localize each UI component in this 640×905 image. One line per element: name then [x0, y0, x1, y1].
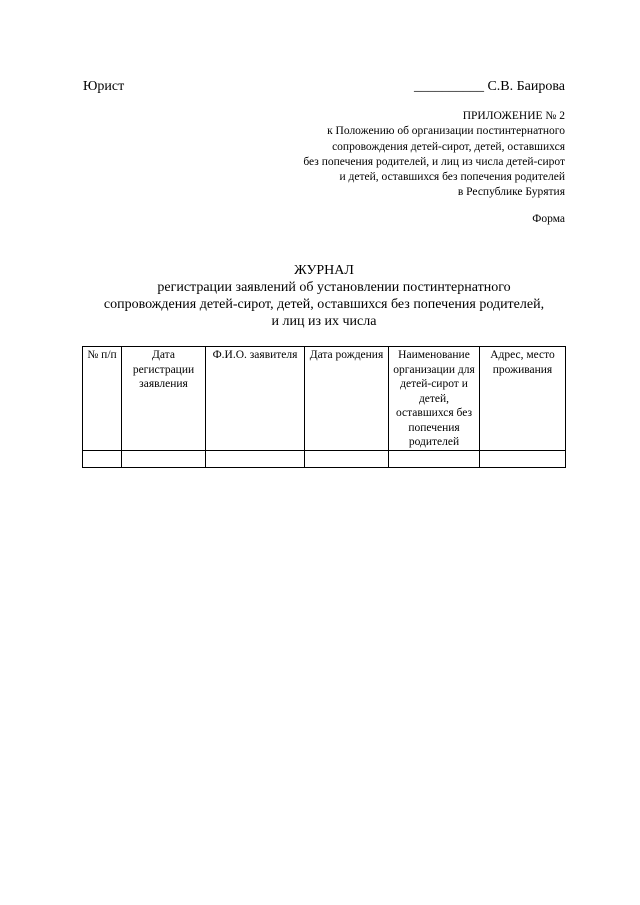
table-header-row [83, 347, 566, 451]
form-label: Форма [532, 213, 565, 225]
annex-title: ПРИЛОЖЕНИЕ № 2 [462, 110, 565, 122]
annex-line: к Положению об организации постинтернатного [327, 125, 565, 138]
column-header-organization: Наименование организации для детей-сирот и детей, оставшихся без попечения родителей [389, 347, 480, 451]
registration-table [82, 346, 566, 468]
column-header-registration-date: Дата регистрации заявления [122, 347, 206, 451]
annex-block [205, 109, 565, 201]
journal-subtitle-line: сопровождения детей-сирот, детей, оставшихся без попечения родителей, [103, 297, 545, 312]
signature-role: Юрист [83, 79, 125, 94]
signature-name: __________ С.В. Баирова [413, 79, 565, 94]
journal-title [83, 262, 565, 330]
table-cell [122, 450, 206, 467]
journal-subtitle-line: регистрации заявлений об установлении постинтернатного [157, 280, 511, 295]
table-cell [305, 450, 389, 467]
column-header-applicant-name: Ф.И.О. заявителя [206, 347, 305, 451]
annex-line: и детей, оставшихся без попечения родителей [339, 171, 565, 184]
table-cell [480, 450, 566, 467]
annex-line: в Республике Бурятия [457, 186, 565, 199]
table-cell [206, 450, 305, 467]
column-header-birth-date: Дата рождения [305, 347, 389, 451]
column-header-number: № п/п [83, 347, 122, 451]
signature-row [83, 79, 565, 99]
journal-subtitle-line: и лиц из их числа [271, 314, 377, 329]
column-header-address: Адрес, место проживания [480, 347, 566, 451]
annex-line: сопровождения детей-сирот, детей, оставшихся [332, 140, 565, 153]
table-row [83, 450, 566, 467]
table-cell [389, 450, 480, 467]
table-cell [83, 450, 122, 467]
annex-line: без попечения родителей, и лиц из числа детей-сирот [303, 155, 565, 168]
journal-heading: ЖУРНАЛ [294, 263, 354, 278]
